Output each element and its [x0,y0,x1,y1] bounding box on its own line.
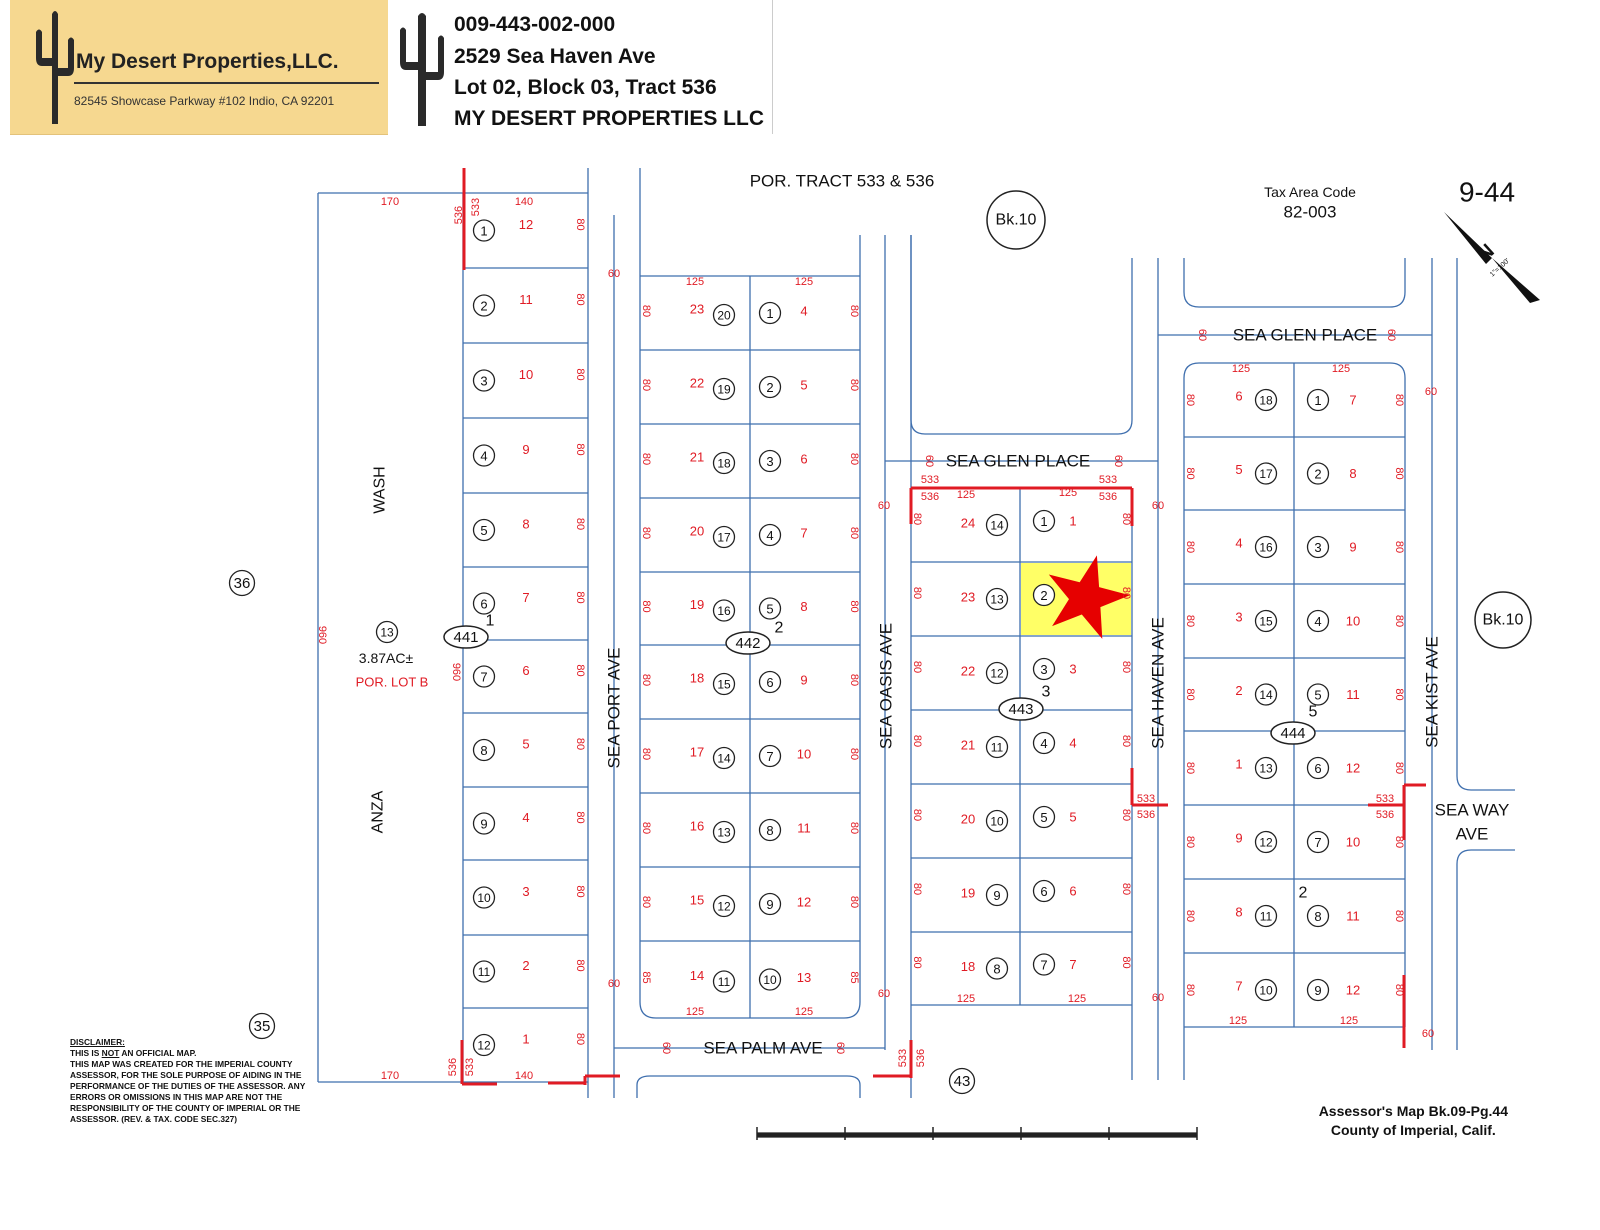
dimension-label: 125 [1067,993,1087,1005]
dimension-label: 80 [1184,614,1196,628]
lot-number: 12 [717,899,731,914]
lot-number: 11 [717,975,731,989]
dimension-label: 80 [574,293,586,306]
dimension-label: 960 [316,625,328,645]
dimension-label: 80 [640,895,652,909]
disclaimer [70,1037,330,1125]
dimension-label: 80 [1120,586,1132,600]
lot-number: 17 [717,530,731,545]
lot-label: 19 [689,597,705,612]
lot-number: 2 [480,298,488,314]
lot-label: 20 [960,811,976,827]
parcel-13-label: POR. LOT B [355,674,429,690]
lot-label: 10 [796,746,812,762]
dimension-label: 80 [1120,882,1132,896]
dimension-label: 80 [1184,467,1196,480]
lot-label: 19 [960,885,976,901]
lot-label: 21 [960,737,976,753]
dimension-label: 80 [1120,956,1132,969]
lot-number: 4 [1040,736,1048,751]
disclaimer-line-1: THIS IS NOT AN OFFICIAL MAP. [70,1048,197,1058]
lot-label: 1 [522,1031,530,1047]
dimension-label: 125 [1339,1015,1359,1027]
dimension-label: 80 [1393,614,1405,628]
lot-label: 14 [689,968,705,983]
map-book-page: Assessor's Map Bk.09-Pg.44 [1318,1103,1508,1119]
dimension-label: 80 [911,660,923,674]
lot-number: 2 [766,380,774,395]
dimension-label: 85 [848,971,860,984]
dimension-label: 80 [640,304,652,318]
parcel-13-number: 13 [380,625,394,640]
lot-label: 9 [1349,539,1357,555]
lot-label: 8 [1349,466,1357,481]
dimension-label: 125 [956,489,976,501]
street-edge [1457,850,1515,1050]
dimension-label: 80 [574,737,586,751]
lot-label: 8 [1235,904,1243,920]
block-444: 444 [1280,725,1306,742]
dimension-label: 80 [911,882,923,896]
lot-label: 24 [960,515,976,531]
property-address: 2529 Sea Haven Ave [454,45,656,68]
dimension-label: 60 [834,1041,846,1055]
lot-number: 8 [766,823,774,838]
company-address: 82545 Showcase Parkway #102 Indio, CA 92201 [74,94,335,108]
dimension-label: 80 [574,517,586,531]
dimension-label: 533 [920,474,940,486]
anza-label: ANZA [369,790,387,834]
lot-label: 5 [800,377,808,393]
county-name: County of Imperial, Calif. [1330,1122,1496,1138]
lot-label: 12 [518,217,534,232]
dimension-label: 80 [1393,467,1405,480]
lot-number: 11 [990,740,1004,755]
lot-number: 12 [990,666,1004,681]
dimension-label: 80 [1120,808,1132,822]
lot-label: 6 [522,663,530,678]
street-edge [911,235,1132,434]
dimension-label: 80 [848,747,860,761]
dimension-label: 533 [1136,793,1156,805]
lot-number: 15 [717,677,731,692]
dimension-label: 80 [1393,983,1405,997]
street-sea-way-ave: SEA WAY [1434,800,1510,820]
dimension-label: 60 [607,978,621,990]
wash-label: WASH [371,466,389,514]
lot-label: 7 [522,590,530,605]
dimension-label: 80 [640,452,652,466]
lot-number: 13 [717,825,731,840]
dimension-label: 80 [574,664,586,677]
lot-label: 5 [1235,462,1243,477]
dimension-label: 80 [1184,909,1196,923]
dimension-label: 125 [1231,363,1251,375]
lot-number: 14 [1259,688,1273,702]
lot-number: 6 [766,675,774,690]
dimension-label: 125 [794,276,814,288]
dimension-label: 80 [848,673,860,687]
lot-number: 16 [1259,540,1273,555]
dimension-label: 80 [848,526,860,540]
lot-label: 2 [522,958,530,973]
lot-number: 12 [477,1038,491,1053]
lot-number: 8 [993,961,1001,977]
disclaimer-title: DISCLAIMER: [70,1037,125,1047]
lot-label: 10 [1345,834,1361,850]
dimension-label: 80 [640,378,652,392]
lot-label: 15 [689,892,705,908]
lot-number: 13 [1259,761,1273,776]
parcel-13-area: 3.87AC± [358,650,414,666]
lot-label: 7 [1069,957,1077,972]
lot-label: 22 [689,375,705,391]
lot-label: 20 [689,523,705,539]
lot-label: 18 [689,670,705,686]
dimension-label: 170 [380,1070,400,1082]
lot-number: 1 [766,306,774,321]
tax-area-label: Tax Area Code [1264,184,1356,200]
dimension-label: 80 [911,512,923,526]
lot-label: 10 [1345,613,1361,629]
lot-label: 11 [1346,908,1360,924]
street-sea-oasis-ave: SEA OASIS AVE [876,622,896,750]
lot-number: 2 [1314,466,1322,482]
lot-label: 7 [1235,978,1243,994]
lot-number: 16 [717,604,731,618]
dimension-label: 960 [450,662,462,682]
lot-label: 6 [1069,883,1077,899]
lot-label: 12 [1345,760,1361,776]
dimension-label: 80 [1393,835,1405,849]
parcel-number: 36 [233,575,251,592]
lot-label: 7 [1349,392,1357,408]
dimension-label: 536 [920,491,940,503]
lot-number: 10 [990,814,1004,829]
lot-number: 1 [1040,514,1048,529]
lot-number: 7 [480,669,488,685]
dimension-label: 80 [1184,835,1196,849]
lot-label: 8 [522,516,530,532]
dimension-label: 60 [923,454,935,468]
lot-number: 9 [1314,983,1322,998]
lot-label: 12 [1345,982,1361,998]
lot-number: 3 [1314,540,1322,555]
dimension-label: 80 [1393,540,1405,554]
dimension-label: 60 [1424,386,1438,398]
lot-number: 9 [993,888,1001,903]
lot-label: 9 [800,672,808,688]
lot-label: 9 [1235,830,1243,846]
dimension-label: 80 [574,368,586,381]
lot-label: 5 [522,736,530,752]
parcel-number: 009-443-002-000 [454,13,616,36]
dimension-label: 80 [1184,540,1196,554]
lot-number: 10 [1259,983,1273,998]
street-sea-port-ave: SEA PORT AVE [604,647,624,769]
lot-number: 15 [1259,614,1273,629]
dimension-label: 80 [1393,393,1405,407]
book-reference: Bk.10 [1482,611,1524,629]
dimension-label: 125 [1058,487,1078,499]
dimension-label: 170 [380,196,400,208]
lot-label: 12 [796,894,812,910]
block-2-label: 2 [774,619,784,637]
block-1-label: 1 [485,612,495,630]
dimension-label: 533 [1375,793,1395,805]
dimension-label: 125 [1228,1015,1248,1027]
lot-number: 7 [766,749,774,764]
dimension-label: 80 [1184,393,1196,407]
street-edge [1457,258,1515,790]
dimension-label: 125 [956,993,976,1005]
dimension-label: 80 [574,591,586,604]
legal-description: Lot 02, Block 03, Tract 536 [454,76,717,99]
dimension-label: 536 [1375,809,1395,821]
dimension-label: 80 [848,821,860,835]
dimension-label: 80 [574,885,586,898]
block-2-label: 2 [1298,884,1308,902]
map-header: POR. TRACT 533 & 536 [749,171,935,191]
dimension-label: 60 [607,268,621,280]
dimension-label: 533 [470,197,482,217]
lot-number: 10 [477,891,491,905]
lot-number: 20 [717,308,731,323]
dimension-label: 125 [685,1006,705,1018]
dimension-label: 80 [1120,660,1132,674]
lot-number: 14 [717,751,731,766]
dimension-label: 536 [1136,809,1156,821]
lot-number: 13 [990,592,1004,607]
dimension-label: 80 [574,218,586,231]
lot-label: 21 [689,449,705,465]
lot-number: 7 [1040,957,1048,973]
lot-label: 3 [1235,609,1243,625]
lot-label: 11 [1346,687,1360,702]
lot-label: 3 [1069,661,1077,677]
dimension-label: 533 [1098,474,1118,486]
lot-label: 23 [960,589,976,605]
lot-label: 4 [1235,535,1243,551]
book-reference: Bk.10 [995,211,1037,229]
lot-label: 13 [796,970,812,985]
lot-label: 11 [797,820,811,836]
lot-number: 6 [480,596,488,612]
parcel-number: 43 [953,1073,971,1090]
dimension-label: 80 [911,808,923,822]
block-5-label: 5 [1308,703,1318,721]
dimension-label: 80 [1184,688,1196,701]
dimension-label: 125 [794,1006,814,1018]
lot-number: 9 [480,816,488,832]
dimension-label: 80 [1120,734,1132,748]
dimension-label: 125 [685,276,705,288]
lot-number: 4 [766,528,774,543]
street-sea-glen-place: SEA GLEN PLACE [1232,325,1378,345]
dimension-label: 140 [514,196,534,208]
lot-number: 11 [1259,909,1273,924]
lot-number: 4 [1314,614,1322,629]
lot-number: 18 [1259,393,1273,408]
map-reference [1319,1102,1508,1140]
dimension-label: 80 [640,600,652,613]
dimension-label: 80 [848,304,860,318]
dimension-label: 536 [915,1048,927,1068]
lot-number: 5 [480,523,488,538]
dimension-label: 80 [1120,512,1132,526]
lot-number: 10 [763,973,777,987]
lot-label: 23 [689,301,705,317]
lot-number: 8 [1314,909,1322,924]
lot-label: 11 [519,292,533,307]
dimension-label: 60 [1421,1028,1435,1040]
dimension-label: 80 [1184,983,1196,997]
dimension-label: 80 [574,959,586,972]
lot-number: 1 [1314,393,1322,408]
dimension-label: 80 [911,956,923,969]
street-sea-kist-ave: SEA KIST AVE [1422,636,1442,748]
block-441: 441 [453,629,479,646]
lot-label: 1 [1235,756,1243,772]
dimension-label: 80 [574,811,586,824]
dimension-label: 80 [640,673,652,687]
lot-number: 1 [480,223,488,239]
dimension-label: 80 [574,443,586,456]
street-sea-palm-ave: SEA PALM AVE [703,1038,823,1058]
dimension-label: 80 [848,452,860,466]
lot-number: 5 [766,601,774,617]
dimension-label: 80 [848,600,860,613]
block-442: 442 [735,635,761,652]
dimension-label: 80 [1393,909,1405,923]
lot-label: 6 [800,451,808,467]
lot-label: 18 [960,959,976,974]
lot-label: 4 [1069,735,1077,751]
street-edge [637,1076,860,1098]
dimension-label: 60 [1385,328,1397,342]
north-label: N [1473,239,1499,267]
lot-number: 6 [1040,884,1048,899]
lot-label: 1 [1069,513,1077,529]
dimension-label: 533 [897,1048,909,1068]
street-edge [1184,258,1405,307]
lot-label: 4 [800,303,808,319]
lot-number: 3 [1040,662,1048,677]
dimension-label: 60 [1196,328,1208,342]
dimension-label: 80 [1393,761,1405,775]
lot-number: 3 [766,454,774,469]
dimension-label: 80 [640,821,652,835]
lot-label: 17 [689,744,705,760]
disclaimer-body: THIS MAP WAS CREATED FOR THE IMPERIAL COUNTY ASSESSOR, FOR THE SOLE PURPOSE OF AIDING IN THE PERFORMANCE OF THE DUTIES OF THE ASSESSOR. ANY ERRORS OR OMISSIONS IN THIS MAP ARE NOT THE RESPONSIBILITY OF THE COUNTY OF IMPERIAL OR THE ASSESSOR. (REV. & TAX. CODE SEC.327) [70,1059,306,1124]
dimension-label: 80 [911,586,923,600]
dimension-label: 80 [640,747,652,761]
dimension-label: 80 [1184,761,1196,775]
page-code: 9-44 [1458,176,1516,208]
company-name: My Desert Properties,LLC. [76,50,339,73]
dimension-label: 533 [464,1057,476,1077]
lot-number: 3 [480,373,488,389]
lot-label: 6 [1235,388,1243,404]
scale-bar-fill [757,1133,1197,1137]
lot-number: 4 [480,448,488,464]
block-3-label: 3 [1041,683,1051,701]
dimension-label: 60 [877,988,891,1000]
lot-number: 17 [1259,467,1273,481]
lot-label: 3 [522,884,530,899]
dimension-label: 125 [1331,363,1351,375]
lot-label: 7 [800,525,808,541]
lot-number: 5 [1040,810,1048,825]
lot-number: 9 [766,897,774,912]
dimension-label: 80 [848,378,860,392]
lot-number: 18 [717,456,731,471]
dimension-label: 60 [1112,454,1124,468]
dimension-label: 80 [574,1032,586,1046]
lot-number: 6 [1314,761,1322,776]
lot-number: 14 [990,518,1004,533]
lot-number: 19 [717,382,731,397]
dimension-label: 60 [1151,500,1165,512]
lot-label: 22 [960,663,976,679]
street-sea-glen-place: SEA GLEN PLACE [945,451,1091,471]
lot-number: 12 [1259,835,1273,850]
lot-label: 10 [518,367,534,382]
dimension-label: 80 [848,895,860,909]
street-sea-way-ave: AVE [1455,824,1489,844]
dimension-label: 85 [640,971,652,984]
dimension-label: 80 [911,734,923,748]
dimension-label: 60 [1151,992,1165,1004]
dimension-label: 536 [447,1057,459,1077]
dimension-label: 80 [1393,688,1405,701]
lot-label: 4 [522,810,530,825]
lot-number: 11 [477,965,491,979]
lot-number: 5 [1314,687,1322,703]
dimension-label: 60 [660,1041,672,1055]
lot-label: 8 [800,599,808,614]
block-443: 443 [1008,701,1034,718]
dimension-label: 60 [877,500,891,512]
scale-note: 1"=100' [1488,257,1512,279]
dimension-label: 80 [640,526,652,540]
dimension-label: 536 [453,205,465,225]
parcel-number: 35 [253,1018,271,1035]
lot-label: 16 [689,818,705,834]
dimension-label: 536 [1098,491,1118,503]
lot-number: 2 [1040,588,1048,603]
lot-label: 5 [1069,809,1077,825]
lot-label: 2 [1235,683,1243,698]
lot-number: 7 [1314,835,1322,850]
street-sea-haven-ave: SEA HAVEN AVE [1148,617,1168,749]
tax-area-code: 82-003 [1283,202,1337,222]
lot-label: 9 [522,442,530,457]
owner-name: MY DESERT PROPERTIES LLC [454,107,764,130]
dimension-label: 140 [514,1070,534,1082]
lot-number: 8 [480,743,488,758]
